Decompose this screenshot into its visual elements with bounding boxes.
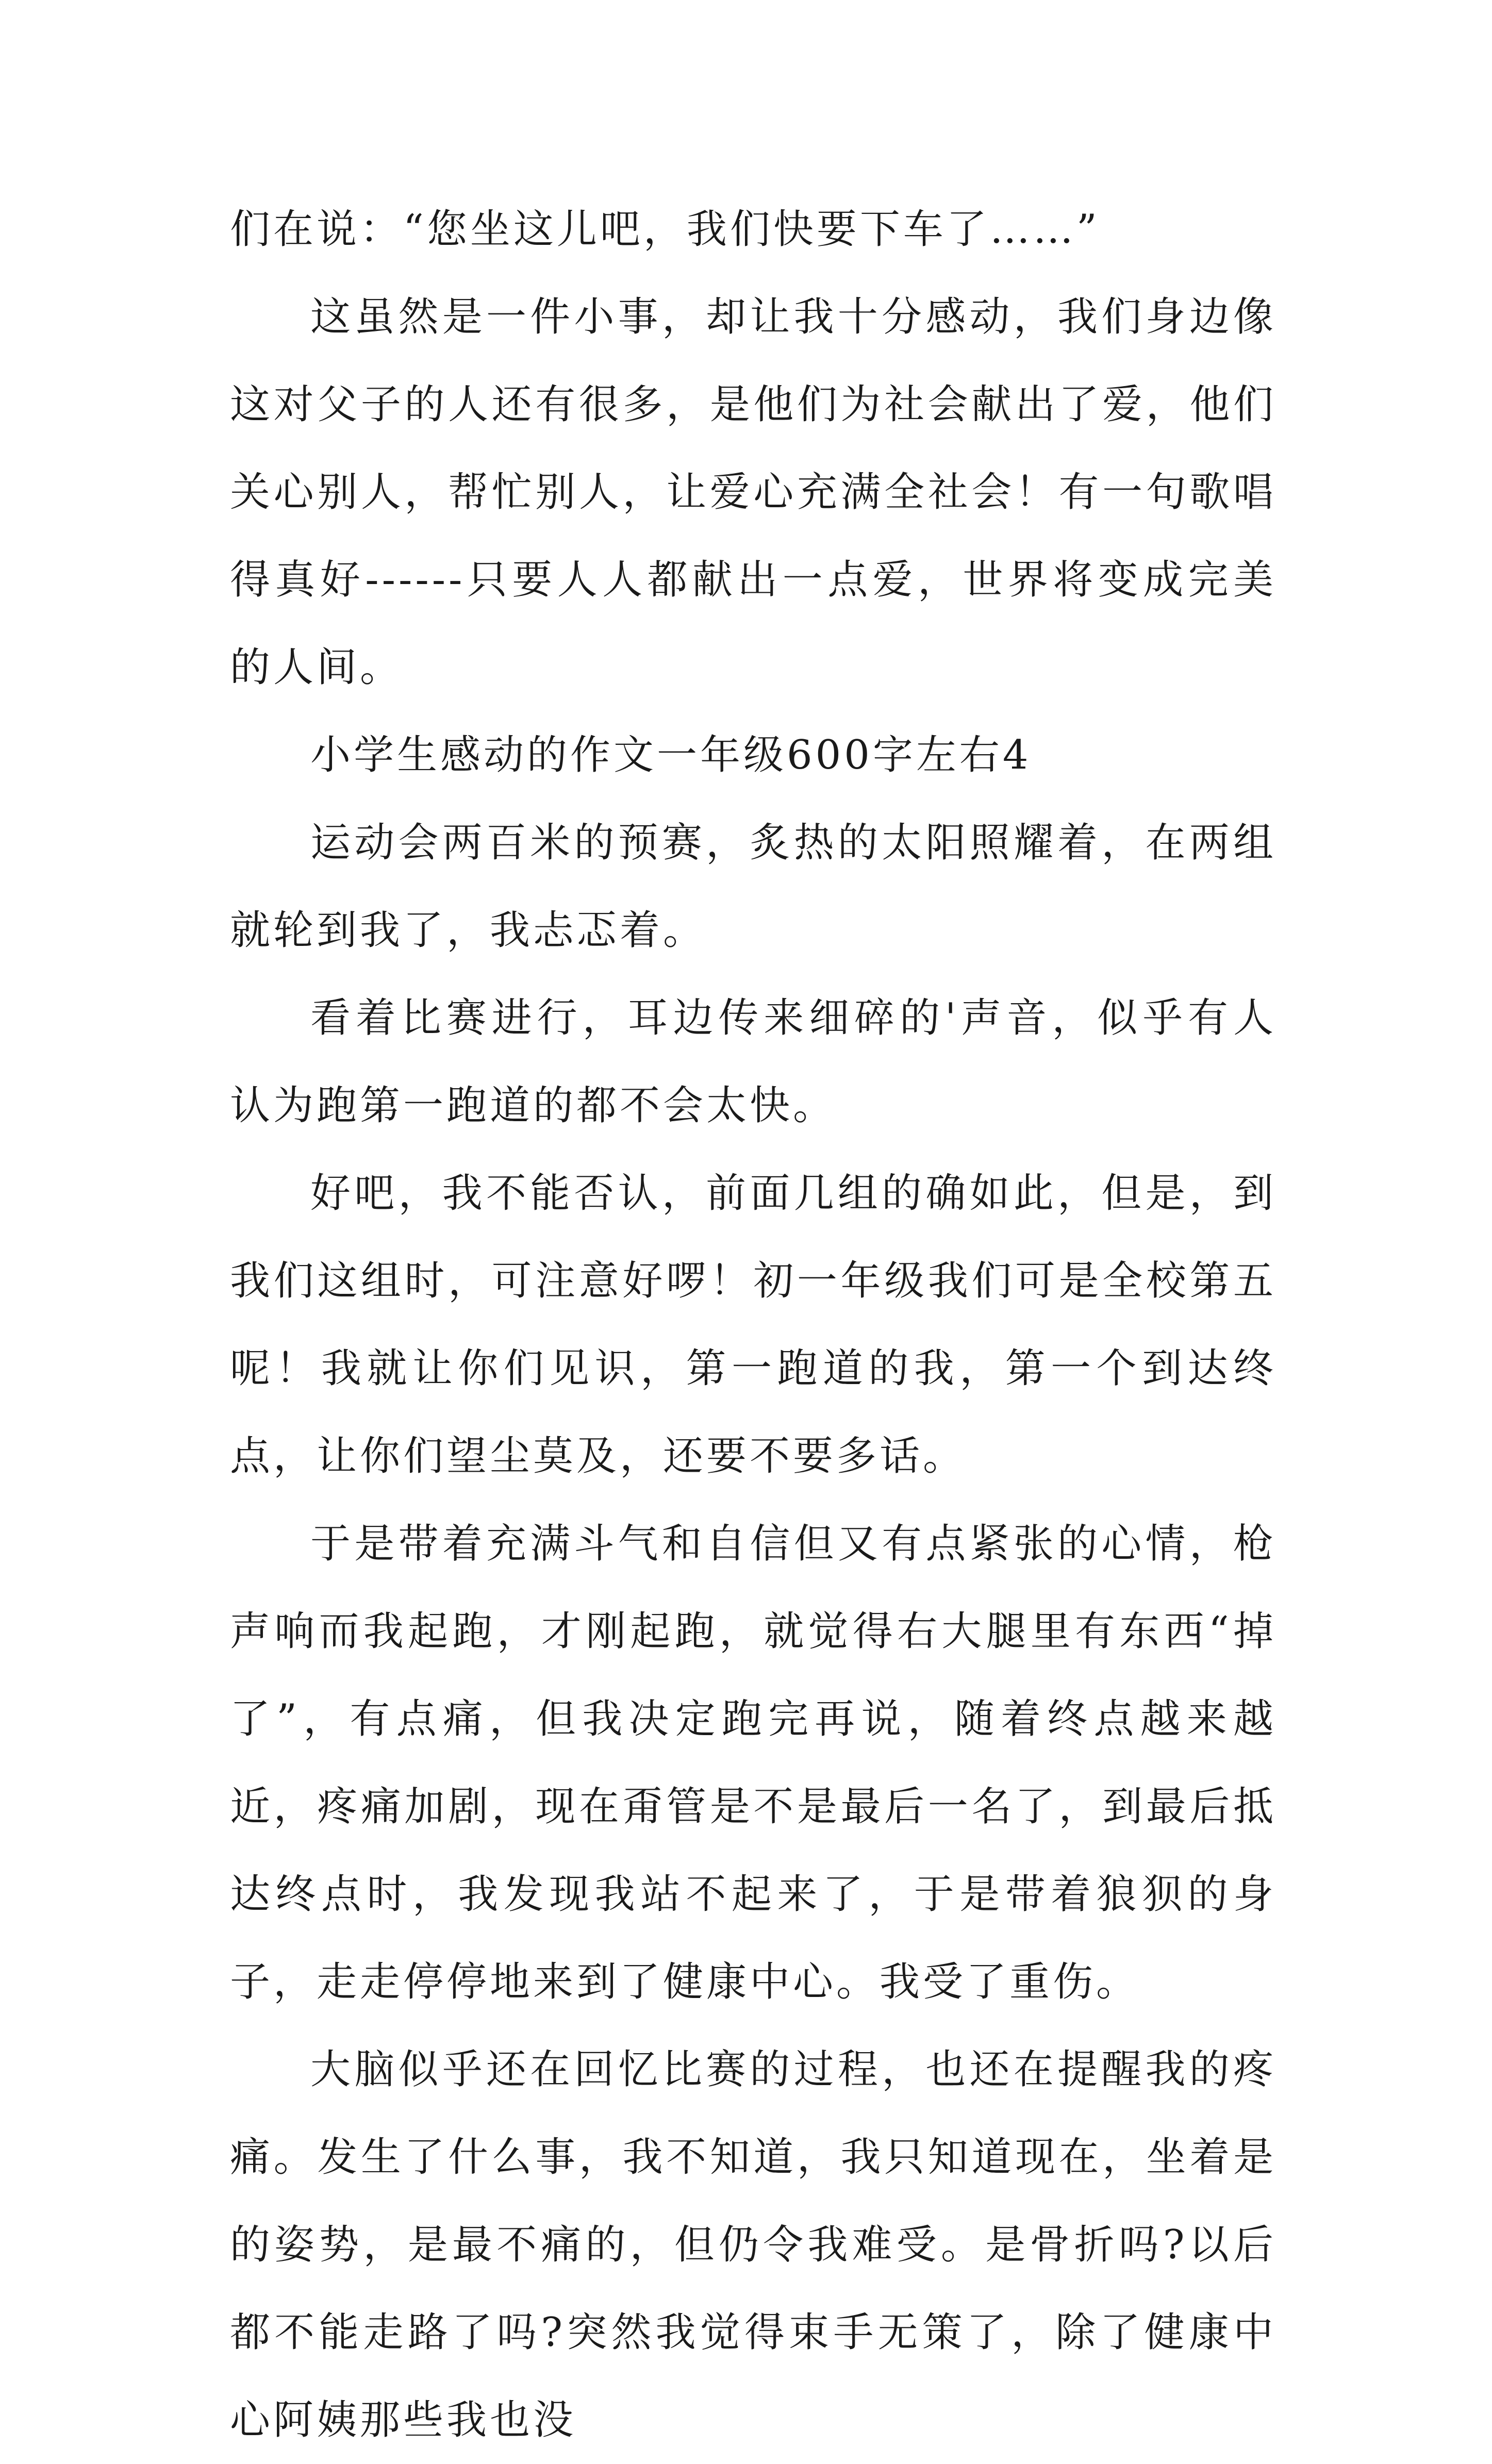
paragraph: 于是带着充满斗气和自信但又有点紧张的心情，枪声响而我起跑，才刚起跑，就觉得右大腿里有东西“掉了”，有点痛，但我决定跑完再说，随着终点越来越近，疼痛加剧，现在甭管是不是最后一名了，到最后抵达终点时，我发现我站不起来了，于是带着狼狈的身子，走走停停地来到了健康中心。我受了重伤。 (230, 1521, 1277, 2005)
document-body (230, 186, 1277, 2464)
paragraph: 运动会两百米的预赛，炙热的太阳照耀着，在两组就轮到我了，我忐忑着。 (230, 820, 1277, 954)
section-heading: 小学生感动的作文一年级600字左右4 (310, 732, 1032, 778)
paragraph: 这虽然是一件小事，却让我十分感动，我们身边像这对父子的人还有很多，是他们为社会献出了爱，他们关心别人，帮忙别人，让爱心充满全社会！有一句歌唱得真好------只要人人都献出一点爱，世界将变成完美的人间。 (230, 294, 1277, 691)
paragraph: 大脑似乎还在回忆比赛的过程，也还在提醒我的疼痛。发生了什么事，我不知道，我只知道现在，坐着是的姿势，是最不痛的，但仍令我难受。是骨折吗?以后都不能走路了吗?突然我觉得束手无策了，除了健康中心阿姨那些我也没 (230, 2046, 1277, 2443)
paragraph: 看着比赛进行，耳边传来细碎的'声音，似乎有人认为跑第一跑道的都不会太快。 (230, 995, 1277, 1129)
paragraph-continuation: 们在说：“您坐这儿吧，我们快要下车了……” (230, 206, 1100, 253)
paragraph: 好吧，我不能否认，前面几组的确如此，但是，到我们这组时，可注意好啰！初一年级我们可是全校第五呢！我就让你们见识，第一跑道的我，第一个到达终点，让你们望尘莫及，还要不要多话。 (230, 1170, 1277, 1479)
